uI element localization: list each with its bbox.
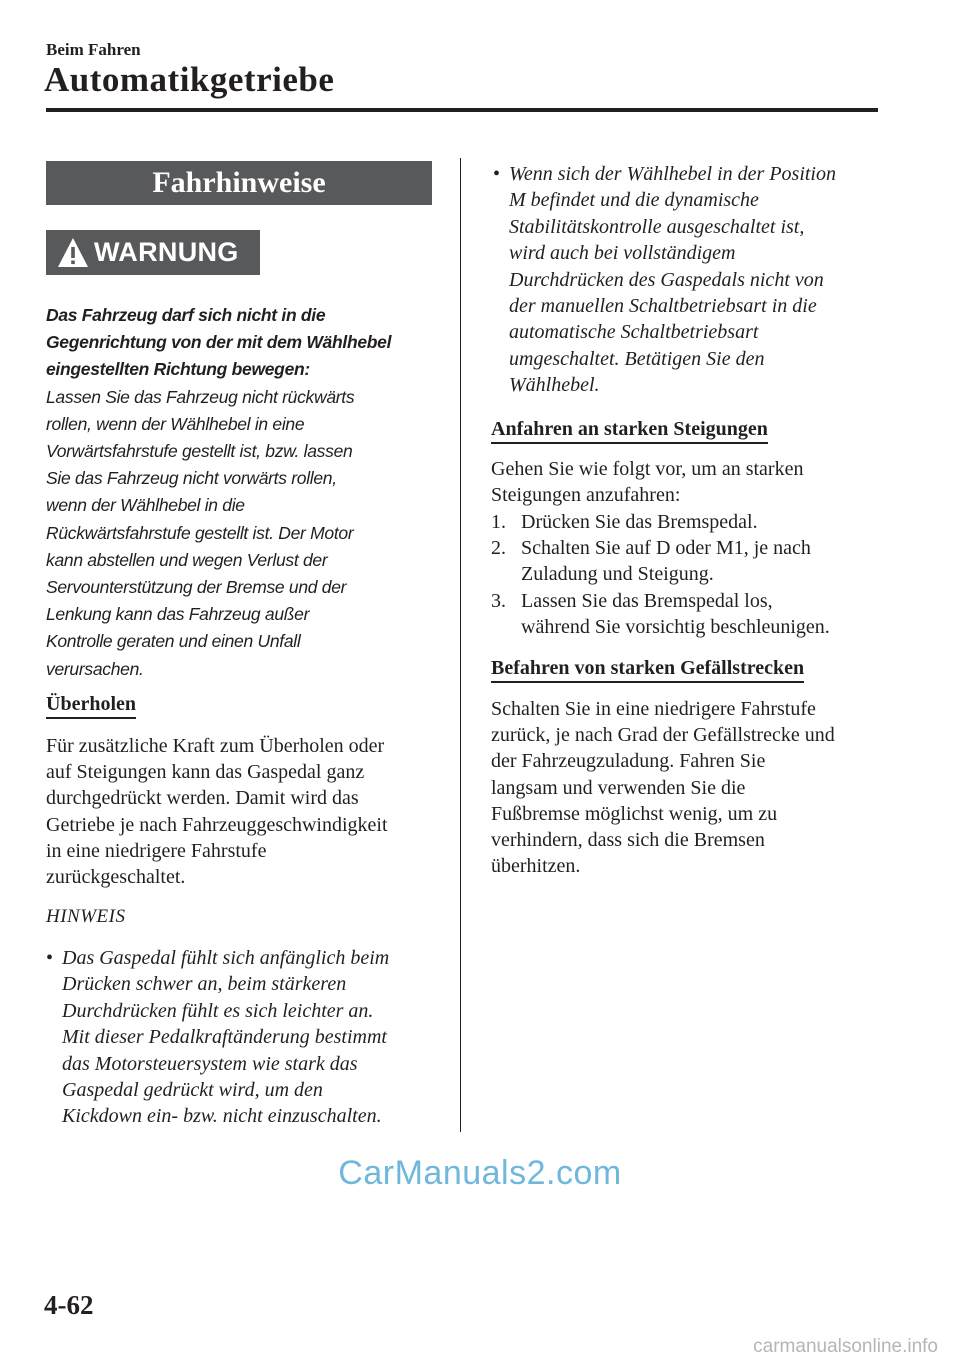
overtaking-line: auf Steigungen kann das Gaspedal ganz [46,761,365,784]
site-watermark: CarManuals2.com [338,1154,622,1192]
step-line: während Sie vorsichtig beschleunigen. [521,615,830,638]
steep-descent-text [491,696,891,879]
steep-descent-line: der Fahrzeugzuladung. Fahren Sie [491,750,766,773]
warning-body-line: wenn der Wählhebel in die [46,495,245,516]
warning-body-line: Lenkung kann das Fahrzeug außer [46,604,310,625]
warning-heading-line: eingestellten Richtung bewegen: [46,359,310,380]
header-divider [46,108,878,112]
step-item [491,588,891,640]
steep-start-intro-line: Gehen Sie wie folgt vor, um an starken [491,458,804,480]
overtaking-line: durchgedrückt werden. Damit wird das [46,787,359,810]
bullet-dot: • [493,163,501,185]
note-line: automatische Schaltbetriebsart [509,321,759,344]
warning-badge [46,230,260,275]
note-line: Drücken schwer an, beim stärkeren [62,973,347,996]
step-number: 3. [491,589,506,612]
note-line: das Motorsteuersystem wie stark das [62,1052,358,1075]
warning-text [46,302,438,683]
note-line: Wenn sich der Wählhebel in der Position [509,163,836,185]
steep-descent-line: verhindern, dass sich die Bremsen [491,829,765,852]
overtaking-text [46,733,446,890]
steep-start-heading: Anfahren an starken Steigungen [491,418,768,444]
note-line: Durchdrücken des Gaspedals nicht von [509,268,824,291]
step-number: 2. [491,537,506,560]
steep-descent-line: langsam und verwenden Sie die [491,776,746,799]
overtaking-heading: Überholen [46,693,136,719]
warning-body-line: verursachen. [46,658,144,679]
warning-body-line: rollen, wenn der Wählhebel in eine [46,413,305,434]
step-item [491,535,891,587]
note-line: Das Gaspedal fühlt sich anfänglich beim [62,947,390,969]
note-line: Stabilitätskontrolle ausgeschaltet ist, [509,215,805,238]
note-bullet-2 [493,161,889,399]
warning-body-line: Vorwärtsfahrstufe gestellt ist, bzw. lassen [46,441,353,462]
steep-descent-line: zurück, je nach Grad der Gefällstrecke und [491,724,835,747]
note-line: Gaspedal gedrückt wird, um den [62,1079,323,1102]
warning-body-line: Servounterstützung der Bremse und der [46,577,347,598]
steep-descent-heading: Befahren von starken Gefällstrecken [491,657,804,683]
note-line: der manuellen Schaltbetriebsart in die [509,295,817,318]
step-line: Zuladung und Steigung. [521,563,714,586]
step-line: Drücken Sie das Bremspedal. [521,511,758,533]
note-line: umgeschaltet. Betätigen Sie den [509,347,765,370]
warning-body-line: kann abstellen und wegen Verlust der [46,549,328,570]
bullet-dot: • [46,947,54,969]
step-line: Lassen Sie das Bremspedal los, [521,589,773,612]
note-line: Wählhebel. [509,374,600,397]
section-title-banner: Fahrhinweise [46,161,432,205]
note-line: Mit dieser Pedalkraftänderung bestimmt [62,1026,387,1049]
chapter-kicker: Beim Fahren [46,40,141,59]
steep-start-steps [491,509,891,640]
note-bullet-1 [46,945,447,1130]
warning-body-line: Rückwärtsfahrstufe gestellt ist. Der Motor [46,522,354,543]
note-label: HINWEIS [46,906,126,927]
overtaking-line: Für zusätzliche Kraft zum Überholen oder [46,735,385,757]
overtaking-line: Getriebe je nach Fahrzeuggeschwindigkeit [46,813,388,836]
step-number: 1. [491,511,506,533]
note-line: Kickdown ein- bzw. nicht einzuschalten. [62,1105,382,1128]
warning-label: WARNUNG [94,237,239,267]
warning-heading-line: Das Fahrzeug darf sich nicht in die [46,305,326,325]
overtaking-line: zurückgeschaltet. [46,866,186,889]
warning-heading-line: Gegenrichtung von der mit dem Wählhebel [46,332,392,353]
chapter-title: Automatikgetriebe [44,60,335,99]
note-line: Durchdrücken fühlt es sich leichter an. [62,999,374,1022]
note-line: M befindet und die dynamische [509,189,759,212]
warning-body-line: Lassen Sie das Fahrzeug nicht rückwärts [46,386,355,407]
footer-watermark: carmanualsonline.info [753,1336,938,1357]
warning-body-line: Kontrolle geraten und einen Unfall [46,631,301,652]
overtaking-line: in eine niedrigere Fahrstufe [46,839,267,862]
steep-start-intro-line: Steigungen anzufahren: [491,484,681,507]
page-number: 4-62 [44,1290,94,1320]
step-item [491,509,891,535]
column-divider [460,158,461,1132]
note-line: wird auch bei vollständigem [509,242,736,265]
warning-triangle-icon [56,236,90,270]
steep-descent-line: Schalten Sie in eine niedrigere Fahrstufe [491,698,816,720]
steep-descent-line: überhitzen. [491,855,581,878]
steep-descent-line: Fußbremse möglichst wenig, um zu [491,802,778,825]
warning-body-line: Sie das Fahrzeug nicht vorwärts rollen, [46,468,337,489]
steep-start-intro [491,456,891,508]
step-line: Schalten Sie auf D oder M1, je nach [521,537,811,560]
